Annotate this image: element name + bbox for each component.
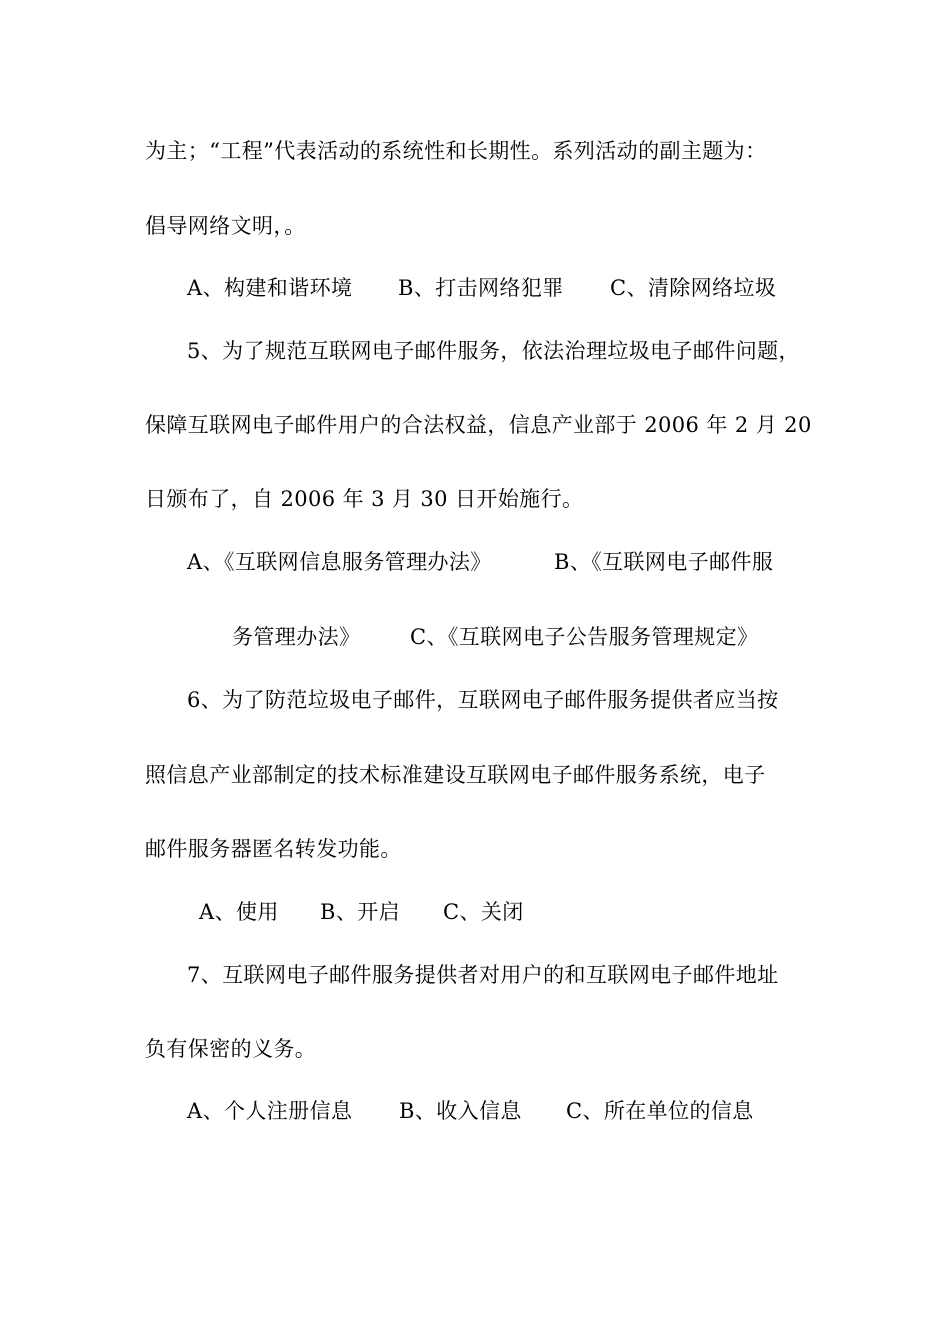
paragraph-line: 保障互联网电子邮件用户的合法权益，信息产业部于 2006 年 2 月 20: [145, 413, 812, 437]
paragraph-line: 日颁布了，自 2006 年 3 月 30 日开始施行。: [145, 487, 584, 511]
option-b-continuation: 务管理办法》: [232, 625, 361, 649]
option-a: A、个人注册信息: [187, 1099, 353, 1123]
question-6-stem: 6、为了防范垃圾电子邮件，互联网电子邮件服务提供者应当按: [187, 688, 779, 712]
option-b: B、收入信息: [399, 1099, 522, 1123]
option-c: C、《互联网电子公告服务管理规定》: [410, 625, 759, 649]
option-c: C、清除网络垃圾: [610, 276, 777, 300]
option-b: B、开启: [320, 900, 401, 924]
option-c: C、关闭: [443, 900, 524, 924]
option-a: A、构建和谐环境: [187, 276, 353, 300]
question-5-stem: 5、为了规范互联网电子邮件服务，依法治理垃圾电子邮件问题，: [187, 339, 800, 363]
option-a: A、《互联网信息服务管理办法》: [187, 550, 492, 574]
option-a: A、使用: [199, 900, 279, 924]
paragraph-line: 负有保密的义务。: [145, 1037, 317, 1061]
paragraph-line: 照信息产业部制定的技术标准建设互联网电子邮件服务系统，电子: [145, 763, 766, 787]
question-7-stem: 7、互联网电子邮件服务提供者对用户的和互联网电子邮件地址: [187, 963, 779, 987]
option-b: B、《互联网电子邮件服: [554, 550, 774, 574]
paragraph-line: 邮件服务器匿名转发功能。: [145, 837, 402, 861]
paragraph-line: 倡导网络文明，。: [145, 214, 306, 238]
option-b: B、打击网络犯罪: [398, 276, 564, 300]
option-c: C、所在单位的信息: [566, 1099, 754, 1123]
paragraph-line: 为主；“工程”代表活动的系统性和长期性。系列活动的副主题为：: [145, 139, 767, 163]
